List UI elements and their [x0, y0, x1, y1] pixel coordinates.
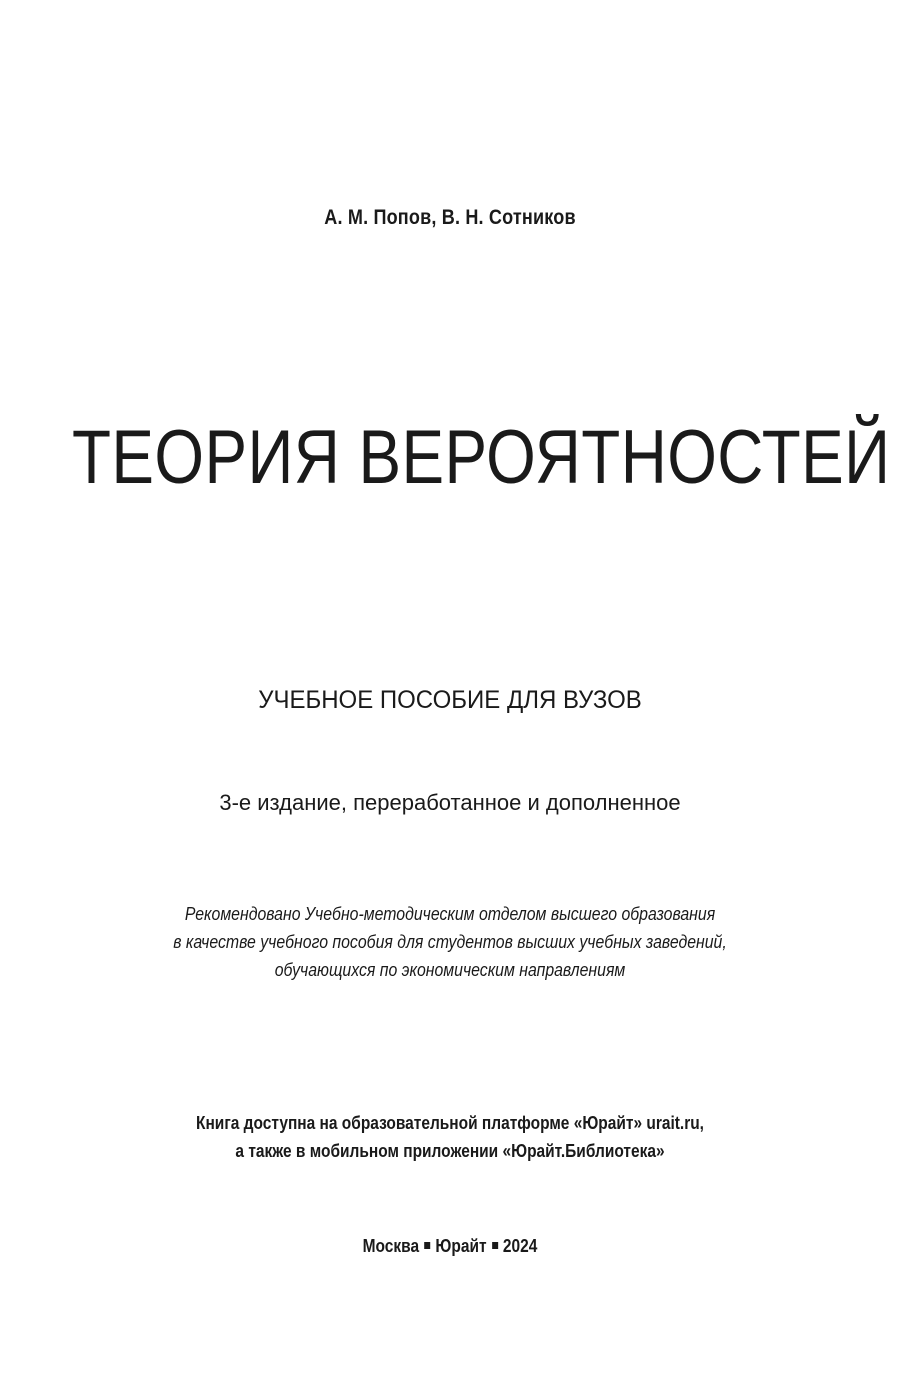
recommendation-line: Рекомендовано Учебно-методическим отделом высшего образования: [184, 904, 716, 924]
recommendation-line: в качестве учебного пособия для студентов высших учебных заведений,: [173, 932, 727, 952]
publisher-name: Юрайт: [435, 1236, 487, 1256]
book-subtitle: УЧЕБНОЕ ПОСОБИЕ ДЛЯ ВУЗОВ: [258, 686, 642, 714]
availability-line: Книга доступна на образовательной платформе «Юрайт» urait.ru,: [196, 1113, 704, 1133]
square-separator-icon: [424, 1242, 430, 1249]
book-title: ТЕОРИЯ ВЕРОЯТНОСТЕЙ: [72, 415, 891, 500]
square-separator-icon: [492, 1242, 498, 1249]
publication-year: 2024: [502, 1236, 538, 1256]
publisher-city: Москва: [362, 1236, 420, 1256]
book-authors: А. М. Попов, В. Н. Сотников: [324, 206, 576, 229]
recommendation-line: обучающихся по экономическим направлениям: [274, 960, 626, 980]
recommendation-note: [54, 900, 846, 984]
availability-note: [63, 1109, 837, 1165]
publisher-imprint: [63, 1236, 837, 1257]
edition-note: 3-е издание, переработанное и дополненное: [219, 790, 681, 815]
availability-line: а также в мобильном приложении «Юрайт.Библиотека»: [235, 1141, 665, 1161]
